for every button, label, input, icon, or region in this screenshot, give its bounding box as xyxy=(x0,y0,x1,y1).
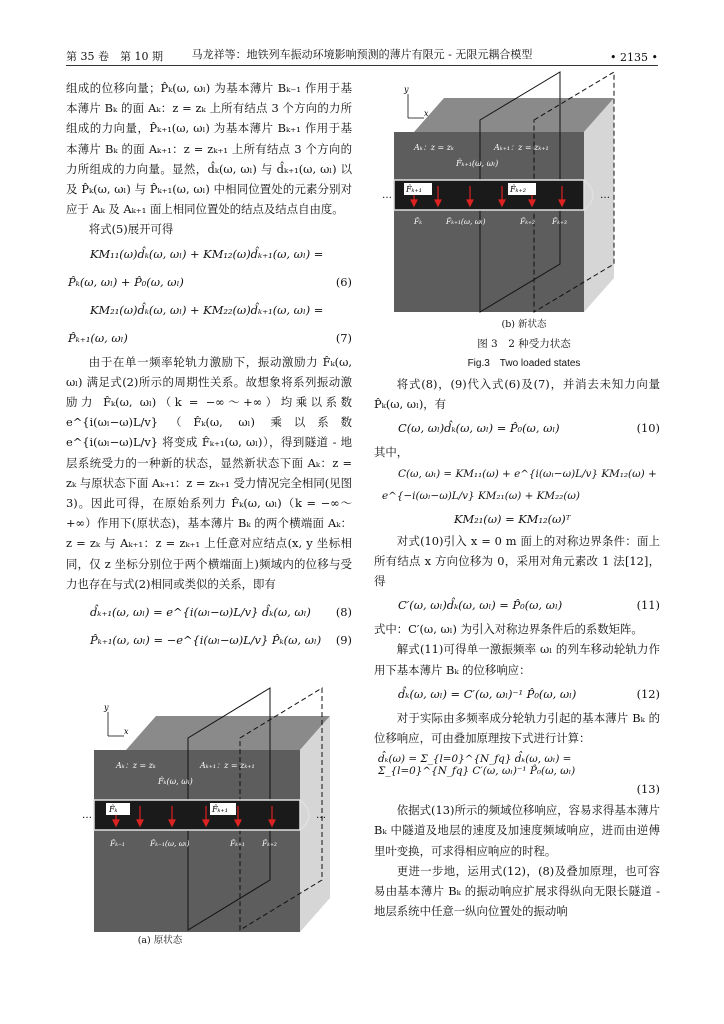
equation xyxy=(66,598,352,626)
label-bottom-2: F̂ₖ₊₁(ω, ωₗ) xyxy=(446,217,486,226)
label-bottom-4: F̂ₖ₊₃ xyxy=(552,217,567,226)
header-page-number: • 2135 • xyxy=(610,51,658,64)
equation-c1: C(ω, ωₗ) = KM₁₁(ω) + e^{i(ωₗ−ω)L/v} KM₁₂(ω) + xyxy=(398,467,657,480)
ellipsis-left: … xyxy=(82,810,92,821)
equation-number: (8) xyxy=(335,605,352,620)
equation xyxy=(374,485,660,507)
paragraph: 将式(8)，(9)代入式(6)及(7)，并消去未知力向量 P̂ₖ(ω, ωₗ)，有 xyxy=(374,377,660,412)
equation-number: (6) xyxy=(335,274,352,289)
equation xyxy=(66,296,352,324)
equation-number: (7) xyxy=(335,330,352,345)
label-ak: Aₖ：z = zₖ xyxy=(414,143,454,152)
paragraph: 式中：C′(ω, ωₗ) 为引入对称边界条件后的系数矩阵。 xyxy=(374,622,643,637)
figure-3-title-cn: 图 3 2 种受力状态 xyxy=(477,338,571,350)
paragraph: 由于在单一频率轮轨力激励下，振动激励力 F̂ₖ(ω, ωₗ) 满足式(2)所示的周期性关系。故想象将系列振动激励力 F̂ₖ(ω, ωₗ)（k = −∞～+∞）均乘以系数 e^{i(ωₗ−ω)L/v}（F̂ₖ(ω, ωₗ) 乘以系数 e^{i(ωₗ−ω)L/v} 将变成 F̂ₖ₊₁(ω, ωₗ)），得到隧道 - 地层系统受力的一种新的状态，显然新状态下面 Aₖ：z = zₖ 与原状态下面 Aₖ₊₁：z = zₖ₊₁ 受力情况完全相同(见图 3)。因此可得，在原始系列力 F̂ₖ(ω, ωₗ)（k = −∞～+∞）作用下(原状态)，基本薄片 Bₖ 的两个横端面 Aₖ：z = zₖ 与 Aₖ₊₁：z = zₖ₊₁ 上任意对应结点(x, y 坐标相同，仅 z 坐标分别位于两个横端面上)频域内的位移与受力也存在与式(2)相同或类似的关系，即有 xyxy=(66,354,352,591)
equation-13: d̂ₖ(ω) = Σ_{l=0}^{N_fq} d̂ₖ(ω, ωₗ) = Σ_{l=0}^{N_fq} C′(ω, ωₗ)⁻¹ P̂₀(ω, ωₗ) xyxy=(378,753,576,778)
equation-c3: KM₂₁(ω) = KM₁₂(ω)ᵀ xyxy=(454,511,571,526)
paragraph: 解式(11)可得单一激振频率 ωₗ 的列车移动轮轨力作用下基本薄片 Bₖ 的位移响应： xyxy=(374,642,660,677)
equation-number: (13) xyxy=(636,782,660,797)
figure-3a-caption: (a) 原状态 xyxy=(137,935,183,946)
equation xyxy=(66,240,352,268)
equation-12: d̂ₖ(ω, ωₗ) = C′(ω, ωₗ)⁻¹ P̂₀(ω, ωₗ) xyxy=(398,686,577,701)
equation-number: (9) xyxy=(335,633,352,648)
ellipsis-right: … xyxy=(600,190,610,201)
paragraph: 对于实际由多频率成分轮轨力引起的基本薄片 Bₖ 的位移响应，可由叠加原理按下式进行计算： xyxy=(374,710,660,746)
equation-number: (12) xyxy=(636,686,660,701)
header-title: 马龙祥等：地铁列车振动环境影响预测的薄片有限元 - 无限元耦合模型 xyxy=(191,48,533,61)
paragraph: 更进一步地，运用式(12)，(8)及叠加原理，也可容易由基本薄片 Bₖ 的振动响应扩展求得纵向无限长隧道 - 地层系统中任意一纵向位置处的振动响 xyxy=(374,863,660,919)
block-right-face xyxy=(300,716,330,932)
equation xyxy=(66,268,352,296)
ellipsis-right: … xyxy=(316,810,326,821)
header-volume: 第 35 卷 第 10 期 xyxy=(66,50,163,63)
label-fk: F̂ₖ(ω, ωₗ) xyxy=(158,777,193,786)
equation-8: d̂ₖ₊₁(ω, ωₗ) = e^{i(ωₗ−ω)L/v} d̂ₖ(ω, ωₗ) xyxy=(90,605,311,620)
equation-11: C′(ω, ωₗ)d̂ₖ(ω, ωₗ) = P̂₀(ω, ωₗ) xyxy=(398,598,563,613)
equation xyxy=(374,680,660,708)
y-axis-label: y xyxy=(104,703,109,712)
equation xyxy=(66,626,352,654)
equation-c2: e^{−i(ωₗ−ω)L/v} KM₂₁(ω) + KM₂₂(ω) xyxy=(382,489,580,502)
equation-6b: P̂ₖ(ω, ωₗ) + P̂₀(ω, ωₗ) xyxy=(68,274,184,289)
equation-number: (11) xyxy=(636,598,660,613)
left-column xyxy=(66,78,352,654)
label-bottom-4: F̂ₖ₊₂ xyxy=(262,839,277,848)
label-bottom-3: F̂ₖ₊₁ xyxy=(230,839,245,848)
force-box-k-label: F̂ₖ xyxy=(109,805,118,814)
label-bottom-3: F̂ₖ₊₂ xyxy=(520,217,535,226)
figure-3b-drawing xyxy=(384,78,644,318)
figure-3a xyxy=(80,690,340,946)
equation-10: C(ω, ωₗ)d̂ₖ(ω, ωₗ) = P̂₀(ω, ωₗ) xyxy=(398,421,560,436)
x-axis-label: x xyxy=(424,109,429,118)
equation-7b: P̂ₖ₊₁(ω, ωₗ) xyxy=(68,330,128,345)
figure-3b xyxy=(384,78,664,369)
equation xyxy=(374,507,660,531)
equation xyxy=(374,414,660,442)
paragraph: 将式(5)展开可得 xyxy=(88,222,174,237)
label-bottom-1: F̂ₖ₋₁ xyxy=(110,839,125,848)
running-header xyxy=(66,46,658,64)
equation xyxy=(66,324,352,352)
equation xyxy=(374,591,660,619)
label-ak1: Aₖ₊₁：z = zₖ₊₁ xyxy=(494,143,549,152)
right-column xyxy=(374,374,660,921)
ellipsis-left: … xyxy=(382,190,392,201)
label-fk: F̂ₖ₊₁(ω, ωₗ) xyxy=(456,159,499,168)
figure-3b-caption: (b) 新状态 xyxy=(501,319,547,330)
equation xyxy=(374,748,660,782)
force-box-k1-label: F̂ₖ₊₁ xyxy=(212,805,228,814)
label-bottom-2: F̂ₖ₋₁(ω, ωₗ) xyxy=(150,839,190,848)
equation-9: P̂ₖ₊₁(ω, ωₗ) = −e^{i(ωₗ−ω)L/v} P̂ₖ(ω, ωₗ) xyxy=(90,633,322,648)
label-ak1: Aₖ₊₁：z = zₖ₊₁ xyxy=(200,761,255,770)
block-top-face xyxy=(414,98,614,132)
y-axis-label: y xyxy=(404,85,409,94)
equation-6a: KM₁₁(ω)d̂ₖ(ω, ωₗ) + KM₁₂(ω)d̂ₖ₊₁(ω, ωₗ) = xyxy=(90,246,324,261)
figure-3-title-en: Fig.3 Two loaded states xyxy=(467,358,581,369)
label-ak: Aₖ：z = zₖ xyxy=(116,761,156,770)
equation xyxy=(374,463,660,485)
equation-7a: KM₂₁(ω)d̂ₖ(ω, ωₗ) + KM₂₂(ω)d̂ₖ₊₁(ω, ωₗ) = xyxy=(90,302,324,317)
header-rule xyxy=(66,65,658,66)
x-axis-label: x xyxy=(124,727,129,736)
paragraph: 依据式(13)所示的频域位移响应，容易求得基本薄片 Bₖ 中隧道及地层的速度及加速度频域响应，进而由逆傅里叶变换，可求得相应响应的时程。 xyxy=(374,803,660,858)
force-box-k2-label: F̂ₖ₊₂ xyxy=(510,185,526,194)
paragraph: 组成的位移向量；P̂ₖ(ω, ωₗ) 为基本薄片 Bₖ₋₁ 作用于基本薄片 Bₖ 的面 Aₖ：z = zₖ 上所有结点 3 个方向的力所组成的力向量，P̂ₖ₊₁(ω, ωₗ) 为基本薄片 Bₖ₊₁ 作用于基本薄片 Bₖ 的面 Aₖ₊₁：z = zₖ₊₁ 上所有结点 3 个方向的力所组成的力向量。显然，d̂ₖ(ω, ωₗ) 与 d̂ₖ₊₁(ω, ωₗ) 以及 P̂ₖ(ω, ωₗ) 与 P̂ₖ₊₁(ω, ωₗ) 中相同位置处的元素分别对应于 Aₖ 及 Aₖ₊₁ 面上相同位置处的结点及结点自由度。 xyxy=(66,81,352,217)
equation-number: (10) xyxy=(636,421,660,436)
figure-3a-drawing xyxy=(80,690,340,940)
block-top-face xyxy=(126,716,330,750)
force-box-k1-label: F̂ₖ₊₁ xyxy=(406,185,422,194)
label-bottom-1: F̂ₖ xyxy=(414,217,422,226)
paragraph: 对式(10)引入 x = 0 m 面上的对称边界条件：面上所有结点 x 方向位移为 0，采用对角元素改 1 法[12]，得 xyxy=(374,533,660,589)
paragraph: 其中， xyxy=(374,445,409,460)
